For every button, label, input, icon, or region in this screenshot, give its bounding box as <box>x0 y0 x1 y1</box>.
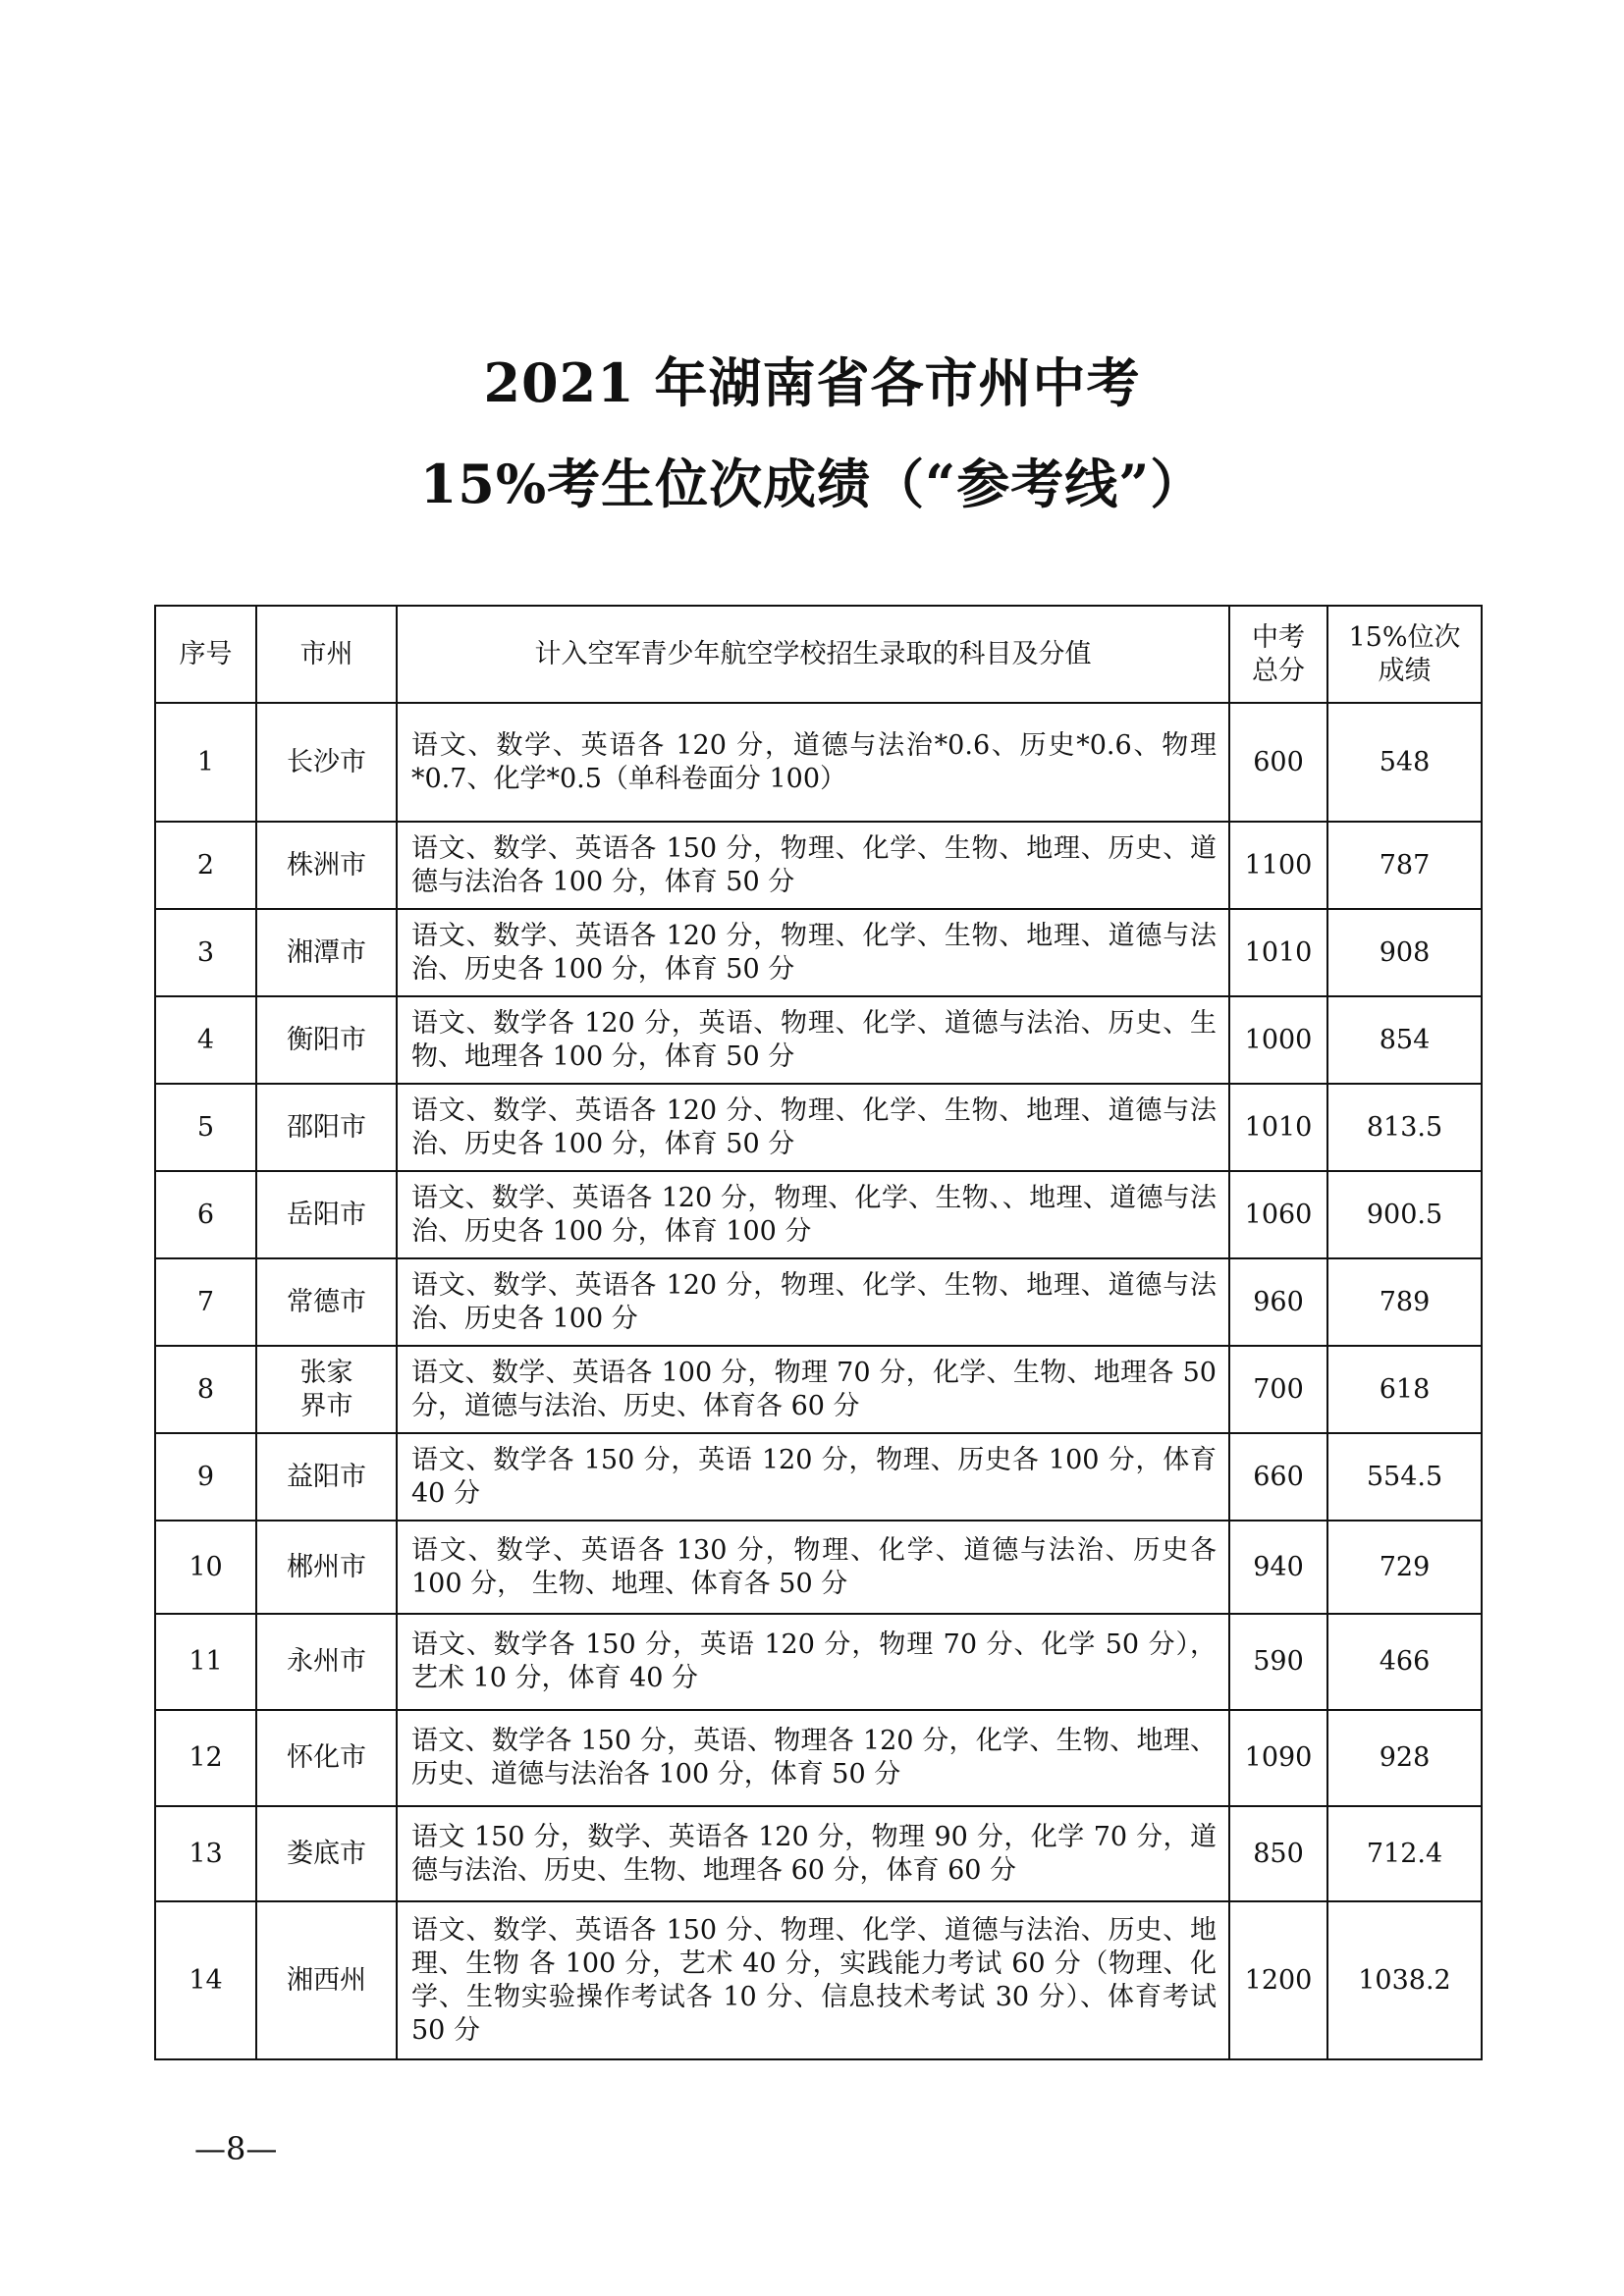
cell-index: 1 <box>155 703 256 822</box>
header-total <box>1229 606 1327 703</box>
cell-subjects: 语文、数学、英语各 120 分，物理、化学、生物、地理、道德与法治、历史各 100 分 <box>397 1258 1229 1346</box>
table-row <box>155 703 1482 822</box>
cell-total: 1010 <box>1229 1084 1327 1171</box>
cell-city-text: 张家界市 <box>299 1357 353 1421</box>
cell-index: 10 <box>155 1521 256 1614</box>
table-row <box>155 1901 1482 2059</box>
cell-total: 1000 <box>1229 996 1327 1084</box>
cell-index: 12 <box>155 1710 256 1806</box>
table-header-row <box>155 606 1482 703</box>
cell-index: 14 <box>155 1901 256 2059</box>
cell-city: 长沙市 <box>256 703 397 822</box>
cell-index: 8 <box>155 1346 256 1433</box>
table-row <box>155 996 1482 1084</box>
cell-index: 2 <box>155 822 256 909</box>
cell-score: 908 <box>1327 909 1482 996</box>
header-score-line2: 成绩 <box>1378 655 1432 686</box>
cell-score: 813.5 <box>1327 1084 1482 1171</box>
cell-subjects: 语文、数学、英语各 150 分，物理、化学、生物、地理、历史、道德与法治各 100 分，体育 50 分 <box>397 822 1229 909</box>
cell-city: 株洲市 <box>256 822 397 909</box>
cell-city: 衡阳市 <box>256 996 397 1084</box>
cell-score: 928 <box>1327 1710 1482 1806</box>
cell-score: 548 <box>1327 703 1482 822</box>
cell-total: 940 <box>1229 1521 1327 1614</box>
header-total-line2: 总分 <box>1252 655 1305 686</box>
cell-subjects: 语文、数学、英语各 100 分，物理 70 分，化学、生物、地理各 50 分，道德与法治、历史、体育各 60 分 <box>397 1346 1229 1433</box>
cell-total: 1100 <box>1229 822 1327 909</box>
cell-score: 789 <box>1327 1258 1482 1346</box>
cell-index: 5 <box>155 1084 256 1171</box>
table-row <box>155 1258 1482 1346</box>
cell-total: 1200 <box>1229 1901 1327 2059</box>
cell-subjects: 语文、数学、英语各 120 分，道德与法治*0.6、历史*0.6、物理*0.7、化学*0.5（单科卷面分 100） <box>397 703 1229 822</box>
cell-score: 900.5 <box>1327 1171 1482 1258</box>
cell-city: 益阳市 <box>256 1433 397 1521</box>
table-row <box>155 1806 1482 1901</box>
score-table <box>154 605 1483 2060</box>
cell-city: 怀化市 <box>256 1710 397 1806</box>
cell-score: 466 <box>1327 1614 1482 1710</box>
cell-city: 湘西州 <box>256 1901 397 2059</box>
cell-score: 729 <box>1327 1521 1482 1614</box>
cell-total: 700 <box>1229 1346 1327 1433</box>
cell-subjects: 语文、数学、英语各 120 分，物理、化学、生物、地理、道德与法治、历史各 100 分，体育 50 分 <box>397 909 1229 996</box>
cell-index: 11 <box>155 1614 256 1710</box>
cell-city: 永州市 <box>256 1614 397 1710</box>
cell-total: 960 <box>1229 1258 1327 1346</box>
cell-index: 4 <box>155 996 256 1084</box>
header-subjects: 计入空军青少年航空学校招生录取的科目及分值 <box>397 606 1229 703</box>
cell-city: 娄底市 <box>256 1806 397 1901</box>
table-row <box>155 1084 1482 1171</box>
cell-total: 660 <box>1229 1433 1327 1521</box>
cell-score: 787 <box>1327 822 1482 909</box>
header-index: 序号 <box>155 606 256 703</box>
cell-score: 854 <box>1327 996 1482 1084</box>
table-row <box>155 909 1482 996</box>
cell-subjects: 语文、数学、英语各 150 分、物理、化学、道德与法治、历史、地理、生物 各 100 分，艺术 40 分，实践能力考试 60 分（物理、化学、生物实验操作考试各 10 分、信息技术考试 30 分）、体育考试 50 分 <box>397 1901 1229 2059</box>
cell-total: 1090 <box>1229 1710 1327 1806</box>
table-row <box>155 1346 1482 1433</box>
cell-score: 1038.2 <box>1327 1901 1482 2059</box>
cell-subjects: 语文、数学各 150 分，英语 120 分，物理、历史各 100 分，体育 40 分 <box>397 1433 1229 1521</box>
cell-city: 郴州市 <box>256 1521 397 1614</box>
header-total-line1: 中考 <box>1252 621 1305 653</box>
header-score-line1: 15%位次 <box>1348 621 1461 653</box>
cell-subjects: 语文 150 分，数学、英语各 120 分，物理 90 分，化学 70 分，道德与法治、历史、生物、地理各 60 分，体育 60 分 <box>397 1806 1229 1901</box>
cell-city: 常德市 <box>256 1258 397 1346</box>
cell-total: 1010 <box>1229 909 1327 996</box>
cell-total: 590 <box>1229 1614 1327 1710</box>
table-row <box>155 1521 1482 1614</box>
cell-subjects: 语文、数学各 150 分，英语 120 分，物理 70 分、化学 50 分），艺术 10 分，体育 40 分 <box>397 1614 1229 1710</box>
page-number: —8— <box>194 2130 278 2167</box>
cell-index: 13 <box>155 1806 256 1901</box>
table-row <box>155 822 1482 909</box>
table-row <box>155 1710 1482 1806</box>
cell-score: 554.5 <box>1327 1433 1482 1521</box>
cell-index: 3 <box>155 909 256 996</box>
page-title-line1: 2021 年湖南省各市州中考 <box>483 351 1141 414</box>
header-score <box>1327 606 1482 703</box>
cell-subjects: 语文、数学各 120 分，英语、物理、化学、道德与法治、历史、生物、地理各 100 分，体育 50 分 <box>397 996 1229 1084</box>
cell-total: 1060 <box>1229 1171 1327 1258</box>
page-title-line2: 15%考生位次成绩（“参考线”） <box>419 453 1205 515</box>
cell-city <box>256 1346 397 1433</box>
cell-city: 湘潭市 <box>256 909 397 996</box>
cell-score: 712.4 <box>1327 1806 1482 1901</box>
cell-city: 岳阳市 <box>256 1171 397 1258</box>
cell-index: 9 <box>155 1433 256 1521</box>
cell-index: 7 <box>155 1258 256 1346</box>
cell-subjects: 语文、数学各 150 分，英语、物理各 120 分，化学、生物、地理、历史、道德与法治各 100 分，体育 50 分 <box>397 1710 1229 1806</box>
table-row <box>155 1171 1482 1258</box>
cell-total: 850 <box>1229 1806 1327 1901</box>
header-city: 市州 <box>256 606 397 703</box>
cell-total: 600 <box>1229 703 1327 822</box>
cell-subjects: 语文、数学、英语各 120 分，物理、化学、生物、、地理、道德与法治、历史各 100 分，体育 100 分 <box>397 1171 1229 1258</box>
cell-index: 6 <box>155 1171 256 1258</box>
cell-city: 邵阳市 <box>256 1084 397 1171</box>
table-row <box>155 1614 1482 1710</box>
table-row <box>155 1433 1482 1521</box>
cell-subjects: 语文、数学、英语各 130 分，物理、化学、道德与法治、历史各 100 分， 生物、地理、体育各 50 分 <box>397 1521 1229 1614</box>
cell-score: 618 <box>1327 1346 1482 1433</box>
cell-subjects: 语文、数学、英语各 120 分、物理、化学、生物、地理、道德与法治、历史各 100 分，体育 50 分 <box>397 1084 1229 1171</box>
